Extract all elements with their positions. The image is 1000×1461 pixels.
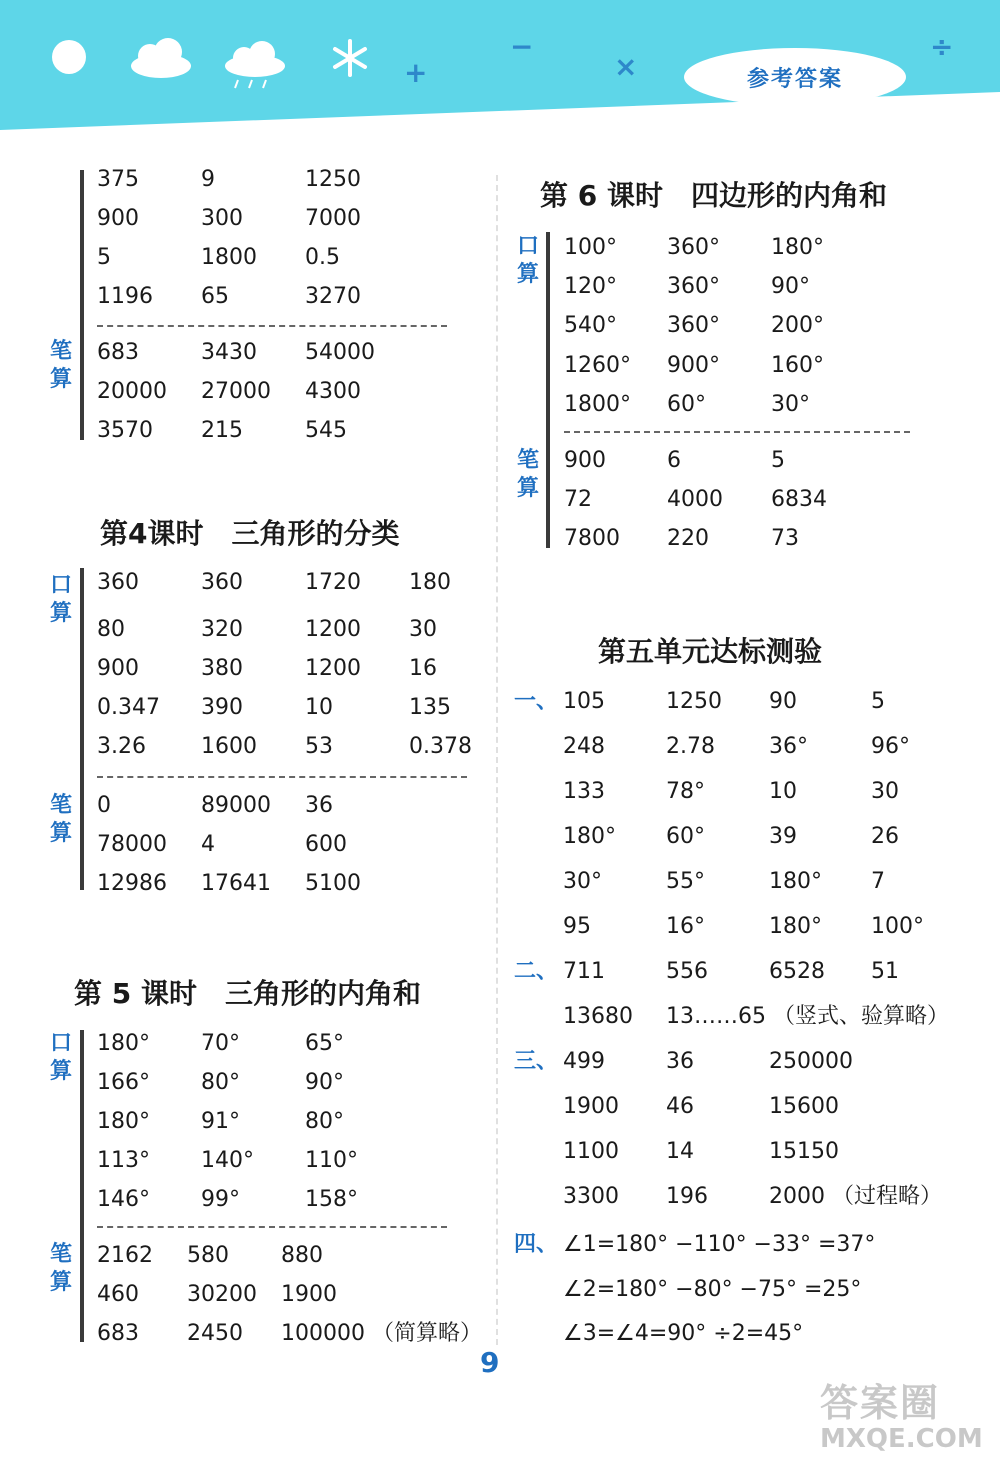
answer-cell: 120°	[564, 274, 617, 299]
answer-cell: 95	[563, 914, 591, 939]
answer-cell: 13680	[563, 1004, 633, 1029]
written-calc-label: 笔算	[49, 1242, 72, 1295]
answer-cell: 16°	[666, 914, 705, 939]
answer-cell: 80°	[305, 1109, 344, 1134]
answer-cell: 180°	[97, 1031, 150, 1056]
answer-cell: 900	[564, 448, 606, 473]
written-calc-label: 笔算	[516, 448, 539, 501]
question-2-label: 二、	[514, 959, 559, 984]
lesson-5-title: 第 5 课时 三角形的内角和	[74, 977, 421, 1010]
answer-cell: 360°	[667, 313, 720, 338]
answer-cell: 180°	[97, 1109, 150, 1134]
answer-cell: 54000	[305, 340, 375, 365]
answer-cell: 711	[563, 959, 605, 984]
answer-cell: 0	[97, 793, 111, 818]
answer-cell: 110°	[305, 1148, 358, 1173]
mental-calc-label: 口算	[516, 234, 539, 287]
answer-cell: 180	[409, 570, 451, 595]
answer-cell: 73	[771, 526, 799, 551]
watermark-url: MXQE.COM	[820, 1424, 983, 1454]
answer-cell: 250000	[769, 1049, 853, 1074]
answer-cell: 900	[97, 206, 139, 231]
answer-cell: 1260°	[564, 353, 631, 378]
lesson-4-title: 第4课时 三角形的分类	[100, 517, 400, 550]
question-4-label: 四、	[514, 1232, 559, 1257]
answer-cell: 180°	[769, 869, 822, 894]
answer-cell: 0.347	[97, 695, 160, 720]
answer-cell: 180°	[563, 824, 616, 849]
unit-test-title: 第五单元达标测验	[598, 635, 823, 668]
answer-cell: 180°	[771, 235, 824, 260]
answer-cell: 5100	[305, 871, 361, 896]
answer-cell: 1900	[281, 1282, 337, 1307]
answer-cell: 90°	[771, 274, 810, 299]
answer-cell: 14	[666, 1139, 694, 1164]
answer-cell: 180°	[769, 914, 822, 939]
answer-cell: 5	[97, 245, 111, 270]
answer-cell: 90°	[305, 1070, 344, 1095]
dashed-separator	[97, 1226, 447, 1228]
answer-cell: 15600	[769, 1094, 839, 1119]
answer-cell: 100°	[871, 914, 924, 939]
answer-cell: 3270	[305, 284, 361, 309]
answer-cell: 13……65 （竖式、验算略）	[666, 1004, 949, 1029]
answer-cell: 220	[667, 526, 709, 551]
answer-cell: 7800	[564, 526, 620, 551]
answer-cell: 196	[666, 1184, 708, 1209]
answer-cell: 380	[201, 656, 243, 681]
answer-cell: 2450	[187, 1321, 243, 1346]
rain-cloud-icon	[222, 40, 288, 92]
answer-cell: 880	[281, 1243, 323, 1268]
answer-cell: 26	[871, 824, 899, 849]
answer-key-badge: 参考答案	[684, 48, 906, 106]
answer-cell: 30	[871, 779, 899, 804]
answer-cell: 1900	[563, 1094, 619, 1119]
answer-cell: 2000 （过程略）	[769, 1184, 942, 1209]
answer-cell: 65	[201, 284, 229, 309]
answer-cell: 15150	[769, 1139, 839, 1164]
answer-cell: 10	[769, 779, 797, 804]
minus-icon: −	[510, 30, 534, 63]
answer-cell: 200°	[771, 313, 824, 338]
answer-cell: 6	[667, 448, 681, 473]
answer-cell: 1720	[305, 570, 361, 595]
answer-cell: 683	[97, 340, 139, 365]
equation-line: ∠2=180° −80° −75° =25°	[563, 1277, 862, 1302]
answer-cell: 248	[563, 734, 605, 759]
answer-cell: 3.26	[97, 734, 146, 759]
answer-cell: 360°	[667, 274, 720, 299]
answer-cell: 100000 （简算略）	[281, 1321, 482, 1346]
answer-cell: 51	[871, 959, 899, 984]
answer-cell: 6528	[769, 959, 825, 984]
answer-cell: 4000	[667, 487, 723, 512]
answer-cell: 545	[305, 418, 347, 443]
answer-cell: 1250	[666, 689, 722, 714]
answer-cell: 1800	[201, 245, 257, 270]
answer-cell: 1250	[305, 167, 361, 192]
answer-cell: 89000	[201, 793, 271, 818]
answer-cell: 20000	[97, 379, 167, 404]
answer-cell: 30°	[771, 392, 810, 417]
answer-cell: 27000	[201, 379, 271, 404]
answer-cell: 460	[97, 1282, 139, 1307]
dashed-separator	[564, 431, 910, 433]
answer-cell: 215	[201, 418, 243, 443]
answer-cell: 0.5	[305, 245, 340, 270]
answer-cell: 105	[563, 689, 605, 714]
answer-cell: 9	[201, 167, 215, 192]
answer-cell: 7	[871, 869, 885, 894]
answer-cell: 12986	[97, 871, 167, 896]
answer-cell: 4300	[305, 379, 361, 404]
answer-cell: 540°	[564, 313, 617, 338]
answer-cell: 900	[97, 656, 139, 681]
answer-cell: 2.78	[666, 734, 715, 759]
answer-cell: 78000	[97, 832, 167, 857]
answer-cell: 39	[769, 824, 797, 849]
equation-line: ∠1=180° −110° −33° =37°	[563, 1232, 876, 1257]
answer-cell: 683	[97, 1321, 139, 1346]
answer-cell: 390	[201, 695, 243, 720]
answer-cell: 3570	[97, 418, 153, 443]
watermark: 答案圈	[820, 1381, 941, 1425]
answer-cell: 30	[409, 617, 437, 642]
answer-cell: 1200	[305, 617, 361, 642]
mental-calc-label: 口算	[49, 573, 72, 626]
written-calc-label: 笔算	[49, 339, 72, 392]
answer-cell: 72	[564, 487, 592, 512]
block-bar	[80, 1030, 84, 1342]
times-icon: ×	[614, 50, 638, 83]
lesson-6-title: 第 6 课时 四边形的内角和	[540, 179, 887, 212]
answer-cell: 78°	[666, 779, 705, 804]
answer-cell: 3430	[201, 340, 257, 365]
answer-cell: 36°	[769, 734, 808, 759]
answer-cell: 90	[769, 689, 797, 714]
answer-cell: 5	[871, 689, 885, 714]
answer-cell: 1600	[201, 734, 257, 759]
answer-cell: 1200	[305, 656, 361, 681]
answer-cell: 600	[305, 832, 347, 857]
answer-cell: 158°	[305, 1187, 358, 1212]
plus-icon: +	[404, 56, 428, 89]
answer-cell: 360	[97, 570, 139, 595]
answer-cell: 80	[97, 617, 125, 642]
answer-cell: 499	[563, 1049, 605, 1074]
answer-cell: 6834	[771, 487, 827, 512]
snowflake-icon	[330, 38, 370, 78]
answer-cell: 135	[409, 695, 451, 720]
block-bar	[546, 232, 550, 548]
dashed-separator	[97, 325, 447, 327]
answer-cell: 36	[666, 1049, 694, 1074]
page-number: 9	[480, 1346, 500, 1379]
answer-cell: 360°	[667, 235, 720, 260]
answer-cell: 99°	[201, 1187, 240, 1212]
mental-calc-label: 口算	[49, 1031, 72, 1084]
answer-cell: 100°	[564, 235, 617, 260]
answer-cell: 53	[305, 734, 333, 759]
block-bar	[80, 568, 84, 890]
answer-cell: 320	[201, 617, 243, 642]
answer-cell: 3300	[563, 1184, 619, 1209]
answer-cell: 91°	[201, 1109, 240, 1134]
column-divider	[496, 175, 498, 1345]
answer-cell: 30200	[187, 1282, 257, 1307]
answer-cell: 30°	[563, 869, 602, 894]
answer-cell: 4	[201, 832, 215, 857]
answer-cell: 1800°	[564, 392, 631, 417]
answer-cell: 46	[666, 1094, 694, 1119]
answer-cell: 60°	[667, 392, 706, 417]
answer-cell: 70°	[201, 1031, 240, 1056]
cloud-icon	[128, 36, 194, 80]
answer-cell: 160°	[771, 353, 824, 378]
answer-cell: 1100	[563, 1139, 619, 1164]
answer-cell: 300	[201, 206, 243, 231]
answer-cell: 96°	[871, 734, 910, 759]
answer-cell: 140°	[201, 1148, 254, 1173]
answer-cell: 7000	[305, 206, 361, 231]
answer-cell: 17641	[201, 871, 271, 896]
dashed-separator	[97, 776, 467, 778]
answer-cell: 113°	[97, 1148, 150, 1173]
answer-cell: 166°	[97, 1070, 150, 1095]
answer-cell: 900°	[667, 353, 720, 378]
answer-cell: 60°	[666, 824, 705, 849]
answer-cell: 2162	[97, 1243, 153, 1268]
divide-icon: ÷	[930, 30, 954, 63]
answer-cell: 360	[201, 570, 243, 595]
answer-cell: 556	[666, 959, 708, 984]
answer-cell: 55°	[666, 869, 705, 894]
answer-cell: 375	[97, 167, 139, 192]
answer-cell: 80°	[201, 1070, 240, 1095]
answer-cell: 5	[771, 448, 785, 473]
answer-cell: 580	[187, 1243, 229, 1268]
answer-cell: 10	[305, 695, 333, 720]
answer-cell: 133	[563, 779, 605, 804]
answer-cell: 0.378	[409, 734, 472, 759]
answer-cell: 65°	[305, 1031, 344, 1056]
answer-cell: 36	[305, 793, 333, 818]
question-3-label: 三、	[514, 1049, 559, 1074]
written-calc-label: 笔算	[49, 793, 72, 846]
answer-cell: 1196	[97, 284, 153, 309]
question-1-label: 一、	[514, 689, 559, 714]
sun-icon	[52, 40, 86, 74]
answer-cell: 16	[409, 656, 437, 681]
equation-line: ∠3=∠4=90° ÷2=45°	[563, 1321, 804, 1346]
block-bar	[80, 170, 84, 440]
answer-cell: 146°	[97, 1187, 150, 1212]
